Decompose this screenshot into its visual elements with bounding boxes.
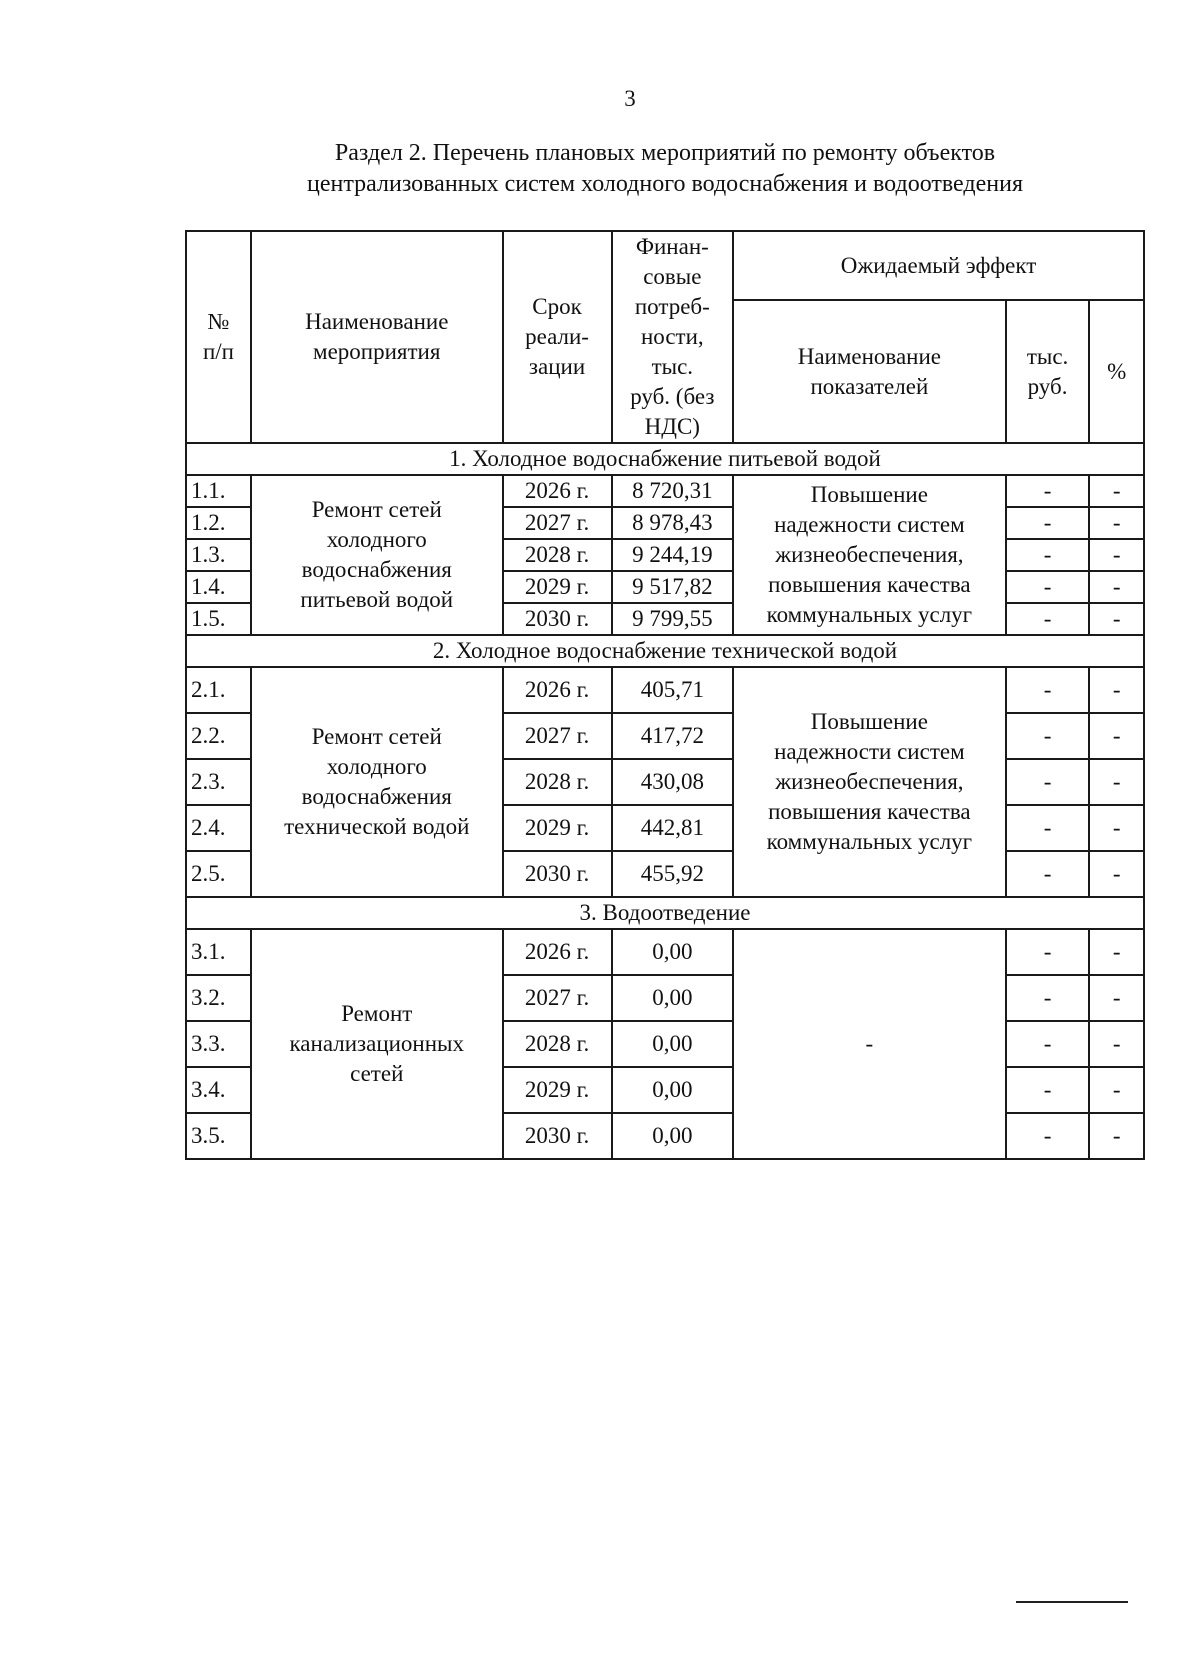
term-year: 2028 г. bbox=[503, 539, 612, 571]
term-year: 2027 г. bbox=[503, 975, 612, 1021]
indicator-name bbox=[733, 929, 1006, 1159]
header-finance bbox=[612, 231, 734, 443]
measure-line: технической водой bbox=[284, 814, 470, 839]
effect-thousand-rub: - bbox=[1006, 475, 1090, 507]
measure-line: сетей bbox=[350, 1061, 404, 1086]
indicator-line: жизнеобеспечения, bbox=[775, 769, 964, 794]
table-row bbox=[186, 929, 1144, 975]
header-line: мероприятия bbox=[313, 339, 441, 364]
finance-value: 405,71 bbox=[612, 667, 734, 713]
row-number: 3.5. bbox=[186, 1113, 251, 1159]
finance-value: 9 799,55 bbox=[612, 603, 734, 635]
effect-thousand-rub: - bbox=[1006, 1021, 1090, 1067]
row-number: 2.1. bbox=[186, 667, 251, 713]
finance-value: 9 517,82 bbox=[612, 571, 734, 603]
indicator-line: Повышение bbox=[810, 709, 928, 734]
finance-value: 417,72 bbox=[612, 713, 734, 759]
indicator-name bbox=[733, 667, 1006, 897]
measure-line: водоснабжения bbox=[301, 557, 452, 582]
indicator-line: жизнеобеспечения, bbox=[775, 542, 964, 567]
row-number: 3.2. bbox=[186, 975, 251, 1021]
effect-percent: - bbox=[1089, 667, 1144, 713]
section-title: 1. Холодное водоснабжение питьевой водой bbox=[186, 443, 1144, 475]
term-year: 2030 г. bbox=[503, 1113, 612, 1159]
finance-value: 430,08 bbox=[612, 759, 734, 805]
finance-value: 0,00 bbox=[612, 1067, 734, 1113]
header-effect: Ожидаемый эффект bbox=[733, 231, 1144, 300]
row-number: 3.1. bbox=[186, 929, 251, 975]
row-number: 2.2. bbox=[186, 713, 251, 759]
effect-percent: - bbox=[1089, 929, 1144, 975]
effect-percent: - bbox=[1089, 475, 1144, 507]
header-line: Срок bbox=[532, 294, 582, 319]
header-line: показателей bbox=[810, 373, 929, 399]
header-line: реали- bbox=[525, 324, 589, 349]
finance-value: 442,81 bbox=[612, 805, 734, 851]
section-title-row bbox=[186, 897, 1144, 929]
indicator-line: - bbox=[865, 1031, 874, 1056]
header-line: ности, bbox=[640, 324, 704, 349]
effect-percent: - bbox=[1089, 1021, 1144, 1067]
finance-value: 8 720,31 bbox=[612, 475, 734, 507]
table-row bbox=[186, 475, 1144, 507]
section-heading bbox=[200, 138, 1130, 200]
effect-thousand-rub: - bbox=[1006, 851, 1090, 897]
section-title-row bbox=[186, 443, 1144, 475]
term-year: 2026 г. bbox=[503, 475, 612, 507]
finance-value: 455,92 bbox=[612, 851, 734, 897]
header-line: Наименование bbox=[797, 343, 942, 369]
measure-line: холодного bbox=[326, 527, 427, 552]
header-line: тыс. bbox=[651, 354, 694, 379]
effect-percent: - bbox=[1089, 713, 1144, 759]
effect-percent: - bbox=[1089, 851, 1144, 897]
measure-line: водоснабжения bbox=[301, 784, 452, 809]
term-year: 2028 г. bbox=[503, 759, 612, 805]
effect-thousand-rub: - bbox=[1006, 805, 1090, 851]
finance-value: 0,00 bbox=[612, 1113, 734, 1159]
header-line: № bbox=[207, 309, 230, 334]
section-title: 2. Холодное водоснабжение технической водой bbox=[186, 635, 1144, 667]
effect-thousand-rub: - bbox=[1006, 539, 1090, 571]
header-percent: % bbox=[1089, 300, 1144, 443]
effect-percent: - bbox=[1089, 759, 1144, 805]
header-line: НДС) bbox=[644, 414, 700, 439]
header-line: руб. bbox=[1027, 373, 1068, 399]
row-number: 1.2. bbox=[186, 507, 251, 539]
measure-name bbox=[251, 929, 503, 1159]
effect-percent: - bbox=[1089, 1067, 1144, 1113]
measure-name bbox=[251, 475, 503, 635]
effect-thousand-rub: - bbox=[1006, 507, 1090, 539]
effect-percent: - bbox=[1089, 603, 1144, 635]
finance-value: 9 244,19 bbox=[612, 539, 734, 571]
term-year: 2027 г. bbox=[503, 713, 612, 759]
effect-percent: - bbox=[1089, 805, 1144, 851]
row-number: 3.3. bbox=[186, 1021, 251, 1067]
effect-thousand-rub: - bbox=[1006, 1113, 1090, 1159]
indicator-line: коммунальных услуг bbox=[766, 829, 973, 854]
term-year: 2029 г. bbox=[503, 571, 612, 603]
header-line: зации bbox=[528, 354, 586, 379]
indicator-line: повышения качества bbox=[768, 572, 971, 597]
row-number: 1.1. bbox=[186, 475, 251, 507]
header-num bbox=[186, 231, 251, 443]
header-indicator bbox=[733, 300, 1006, 443]
section-title: 3. Водоотведение bbox=[186, 897, 1144, 929]
measure-line: Ремонт bbox=[341, 1001, 413, 1026]
term-year: 2027 г. bbox=[503, 507, 612, 539]
row-number: 1.5. bbox=[186, 603, 251, 635]
measure-line: Ремонт сетей bbox=[311, 497, 442, 522]
term-year: 2026 г. bbox=[503, 929, 612, 975]
finance-value: 0,00 bbox=[612, 1021, 734, 1067]
table-row bbox=[186, 667, 1144, 713]
header-line: Финан- bbox=[635, 234, 709, 259]
header-thousand-rub bbox=[1006, 300, 1090, 443]
row-number: 1.3. bbox=[186, 539, 251, 571]
effect-thousand-rub: - bbox=[1006, 929, 1090, 975]
effect-percent: - bbox=[1089, 1113, 1144, 1159]
effect-percent: - bbox=[1089, 571, 1144, 603]
row-number: 1.4. bbox=[186, 571, 251, 603]
effect-thousand-rub: - bbox=[1006, 759, 1090, 805]
term-year: 2028 г. bbox=[503, 1021, 612, 1067]
indicator-line: повышения качества bbox=[768, 799, 971, 824]
finance-value: 0,00 bbox=[612, 929, 734, 975]
effect-thousand-rub: - bbox=[1006, 713, 1090, 759]
header-name bbox=[251, 231, 503, 443]
header-line: совые bbox=[643, 264, 702, 289]
measures-table bbox=[185, 230, 1145, 1160]
term-year: 2026 г. bbox=[503, 667, 612, 713]
measure-line: холодного bbox=[326, 754, 427, 779]
measure-line: питьевой водой bbox=[300, 587, 454, 612]
finance-value: 8 978,43 bbox=[612, 507, 734, 539]
term-year: 2030 г. bbox=[503, 851, 612, 897]
measure-name bbox=[251, 667, 503, 897]
row-number: 3.4. bbox=[186, 1067, 251, 1113]
effect-percent: - bbox=[1089, 507, 1144, 539]
measure-line: канализационных bbox=[289, 1031, 465, 1056]
effect-thousand-rub: - bbox=[1006, 667, 1090, 713]
indicator-line: надежности систем bbox=[774, 512, 965, 537]
header-line: тыс. bbox=[1026, 343, 1069, 369]
header-line: потреб- bbox=[634, 294, 710, 319]
table-body bbox=[186, 443, 1144, 1159]
effect-percent: - bbox=[1089, 539, 1144, 571]
measure-line: Ремонт сетей bbox=[311, 724, 442, 749]
row-number: 2.5. bbox=[186, 851, 251, 897]
indicator-line: надежности систем bbox=[774, 739, 965, 764]
term-year: 2029 г. bbox=[503, 805, 612, 851]
section-title-row bbox=[186, 635, 1144, 667]
effect-thousand-rub: - bbox=[1006, 571, 1090, 603]
finance-value: 0,00 bbox=[612, 975, 734, 1021]
page-number: 3 bbox=[624, 86, 636, 111]
header-line: Наименование bbox=[305, 309, 449, 334]
effect-thousand-rub: - bbox=[1006, 975, 1090, 1021]
indicator-name bbox=[733, 475, 1006, 635]
heading-line: Раздел 2. Перечень плановых мероприятий по ремонту объектов bbox=[334, 140, 996, 166]
term-year: 2030 г. bbox=[503, 603, 612, 635]
term-year: 2029 г. bbox=[503, 1067, 612, 1113]
effect-percent: - bbox=[1089, 975, 1144, 1021]
row-number: 2.4. bbox=[186, 805, 251, 851]
header-term bbox=[503, 231, 612, 443]
header-line: п/п bbox=[202, 339, 234, 364]
indicator-line: коммунальных услуг bbox=[766, 602, 973, 627]
indicator-line: Повышение bbox=[810, 482, 928, 507]
heading-line: централизованных систем холодного водоснабжения и водоотведения bbox=[307, 171, 1023, 197]
row-number: 2.3. bbox=[186, 759, 251, 805]
footer-rule bbox=[1016, 1601, 1128, 1603]
effect-thousand-rub: - bbox=[1006, 603, 1090, 635]
header-line: руб. (без bbox=[630, 384, 715, 409]
effect-thousand-rub: - bbox=[1006, 1067, 1090, 1113]
